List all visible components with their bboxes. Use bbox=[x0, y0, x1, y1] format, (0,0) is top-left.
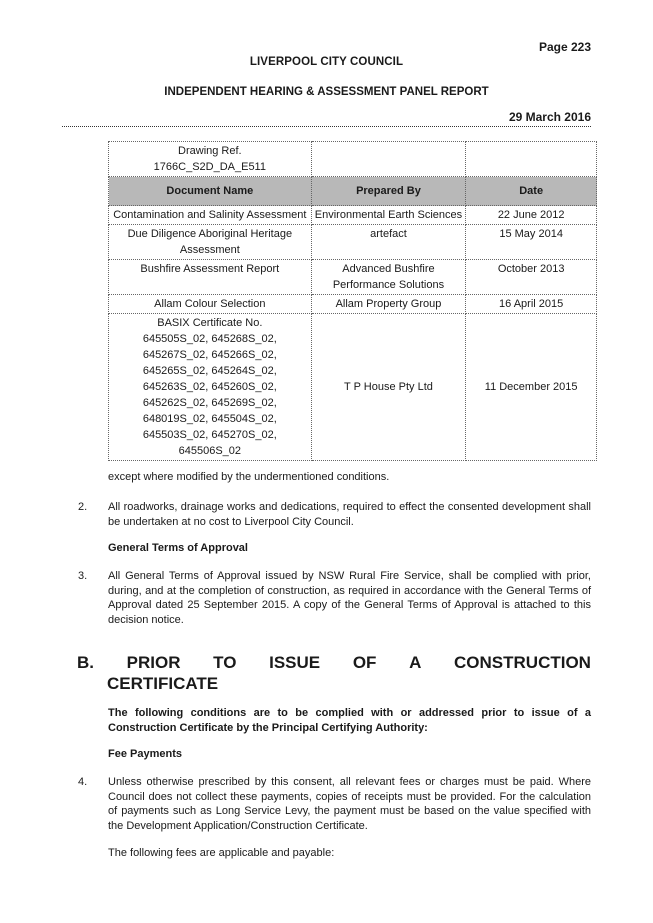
fee-payments-heading: Fee Payments bbox=[108, 748, 182, 760]
document-name-cell: Due Diligence Aboriginal Heritage Assessment bbox=[109, 225, 312, 260]
heading-word: TO bbox=[213, 653, 237, 672]
general-terms-heading: General Terms of Approval bbox=[108, 542, 248, 554]
section-b-intro: The following conditions are to be complied with or addressed prior to issue of a Construction Certificate by the Principal Certifying Authority: bbox=[108, 707, 591, 734]
item-number: 4. bbox=[78, 776, 88, 788]
condition-2-text: All roadworks, drainage works and dedications, required to effect the consented development shall be undertaken at no cost to Liverpool City Council. bbox=[108, 501, 591, 528]
section-b-heading bbox=[77, 652, 591, 694]
council-name: LIVERPOOL CITY COUNCIL bbox=[249, 56, 404, 68]
column-header-document-name: Document Name bbox=[109, 177, 312, 206]
drawing-ref-value: 1766C_S2D_DA_E511 bbox=[153, 161, 266, 173]
heading-word: CONSTRUCTION bbox=[454, 653, 591, 672]
documents-table bbox=[108, 141, 597, 461]
date-cell: 22 June 2012 bbox=[466, 206, 597, 225]
table-row bbox=[109, 225, 597, 260]
heading-word: OF bbox=[352, 653, 377, 672]
basix-line: 645265S_02, 645264S_02, bbox=[142, 365, 277, 377]
table-row bbox=[109, 314, 597, 461]
report-title: INDEPENDENT HEARING & ASSESSMENT PANEL REPORT bbox=[164, 86, 489, 98]
table-row bbox=[109, 295, 597, 314]
heading-word: ISSUE bbox=[269, 653, 321, 672]
date-cell: 16 April 2015 bbox=[466, 295, 597, 314]
table-cell bbox=[311, 142, 466, 177]
basix-line: 645503S_02, 645270S_02, bbox=[142, 429, 277, 441]
prepared-by-cell: Allam Property Group bbox=[311, 295, 466, 314]
table-row bbox=[109, 260, 597, 295]
basix-line: 645506S_02 bbox=[178, 445, 242, 457]
prepared-by-cell: T P House Pty Ltd bbox=[311, 314, 466, 461]
document-name-cell: Allam Colour Selection bbox=[109, 295, 312, 314]
document-name-cell: Contamination and Salinity Assessment bbox=[109, 206, 312, 225]
table-cell bbox=[466, 142, 597, 177]
report-date: 29 March 2016 bbox=[508, 110, 591, 124]
column-header-date: Date bbox=[466, 177, 597, 206]
table-row bbox=[109, 142, 597, 177]
basix-certificate-cell bbox=[109, 314, 312, 461]
item-number: 3. bbox=[78, 570, 88, 582]
fees-applicable-text: The following fees are applicable and payable: bbox=[108, 847, 335, 859]
date-cell: 11 December 2015 bbox=[466, 314, 597, 461]
date-cell: October 2013 bbox=[466, 260, 597, 295]
condition-3-text: All General Terms of Approval issued by NSW Rural Fire Service, shall be complied with prior, during, and at the completion of construction, as required in accordance with the General Terms of Approval dated 25 September 2015. A copy of the General Terms of Approval is attached to this decision notice. bbox=[108, 570, 591, 626]
prepared-by-cell: Environmental Earth Sciences bbox=[311, 206, 466, 225]
page-number: Page 223 bbox=[538, 40, 591, 54]
except-note: except where modified by the undermentioned conditions. bbox=[108, 471, 390, 483]
basix-line: 645505S_02, 645268S_02, bbox=[142, 333, 277, 345]
basix-line: BASIX Certificate No. bbox=[157, 317, 263, 329]
header-divider bbox=[62, 126, 591, 127]
table-header-row bbox=[109, 177, 597, 206]
condition-4-text: Unless otherwise prescribed by this consent, all relevant fees or charges must be paid. Where Council does not collect these payments, copies of receipts must be provided. For the calculation of payments such as Long Service Levy, the payment must be based on the value specified with the Development Application/Construction Certificate. bbox=[108, 776, 591, 832]
drawing-ref-label: Drawing Ref. bbox=[178, 145, 242, 157]
prepared-by-cell: Advanced Bushfire Performance Solutions bbox=[311, 260, 466, 295]
basix-line: 645267S_02, 645266S_02, bbox=[142, 349, 277, 361]
document-name-cell: Bushfire Assessment Report bbox=[109, 260, 312, 295]
column-header-prepared-by: Prepared By bbox=[311, 177, 466, 206]
heading-word: CERTIFICATE bbox=[107, 674, 219, 693]
prepared-by-cell: artefact bbox=[311, 225, 466, 260]
basix-line: 648019S_02, 645504S_02, bbox=[142, 413, 277, 425]
drawing-ref-cell bbox=[109, 142, 312, 177]
table-row bbox=[109, 206, 597, 225]
section-letter: B. bbox=[77, 653, 94, 672]
heading-word: PRIOR bbox=[126, 653, 181, 672]
basix-line: 645263S_02, 645260S_02, bbox=[142, 381, 277, 393]
item-number: 2. bbox=[78, 501, 88, 513]
date-cell: 15 May 2014 bbox=[466, 225, 597, 260]
basix-line: 645262S_02, 645269S_02, bbox=[142, 397, 277, 409]
heading-word: A bbox=[409, 653, 422, 672]
